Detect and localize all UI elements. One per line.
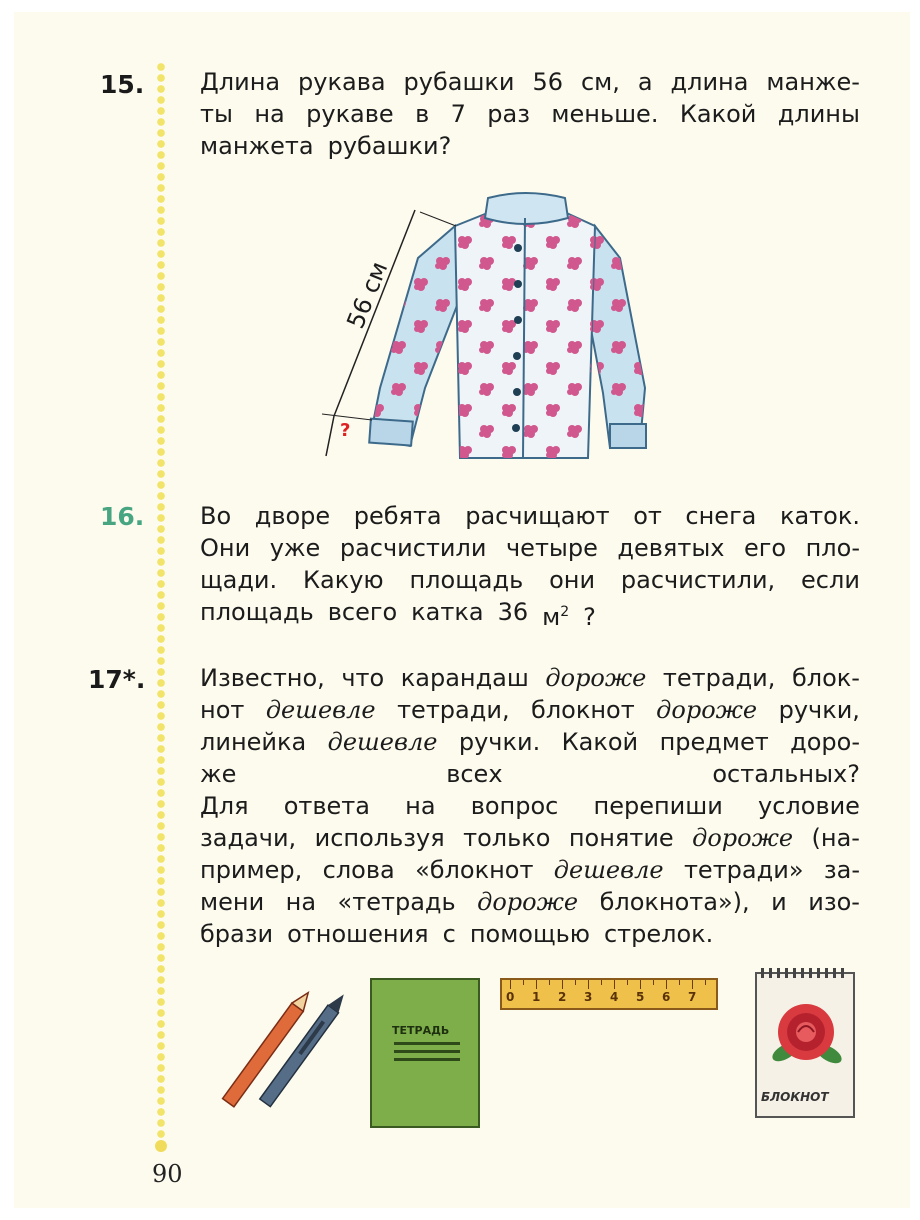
- ruler-tick: [640, 980, 641, 989]
- ruler-tick-label: 0: [506, 990, 515, 1004]
- ruler-tick: [692, 980, 693, 989]
- cuff-question-mark: ?: [340, 420, 351, 441]
- margin-dot-end: [155, 1140, 167, 1152]
- ruler-tick: [588, 980, 589, 989]
- ruler-tick-label: 6: [662, 990, 671, 1004]
- task-17-line: пример, слова «блокнот дешевле тетради» за-: [200, 856, 860, 884]
- shirt-illustration: [320, 188, 700, 478]
- ruler-tick: [666, 980, 667, 989]
- ruler-tick-label: 4: [610, 990, 619, 1004]
- task-number-15: 15.: [100, 70, 145, 99]
- task-17-line: же всех остальных?: [200, 760, 860, 788]
- ruler-tick: [562, 980, 563, 989]
- ruler-tick-label: 7: [688, 990, 697, 1004]
- task-16-line: щади. Какую площадь они расчистили, если: [200, 566, 860, 594]
- task-17-line: мени на «тетрадь дороже блокнота»), и изо-: [200, 888, 860, 916]
- ruler-tick-label: 2: [558, 990, 567, 1004]
- notebook-label: ТЕТРАДЬ: [392, 1024, 450, 1037]
- task-number-17: 17*.: [88, 665, 146, 694]
- task-17-line: нот дешевле тетради, блокнот дороже ручки,: [200, 696, 860, 724]
- page-number: 90: [152, 1160, 183, 1188]
- task-17-line: брази отношения с помощью стрелок.: [200, 920, 714, 948]
- task-17-line: задачи, используя только понятие дороже (на-: [200, 824, 860, 852]
- notepad-illustration: [755, 972, 855, 1118]
- task-17-line: Для ответа на вопрос перепиши условие: [200, 792, 860, 820]
- task-number-16: 16.: [100, 502, 145, 531]
- task-15-line: манжета рубашки?: [200, 132, 452, 160]
- task-15-line: Длина рукава рубашки 56 см, а длина манже-: [200, 68, 860, 96]
- task-17-line: Известно, что карандаш дороже тетради, блок-: [200, 664, 860, 692]
- ruler-tick-label: 1: [532, 990, 541, 1004]
- task-17-line: линейка дешевле ручки. Какой предмет доро-: [200, 728, 860, 756]
- task-15-line: ты на рукаве в 7 раз меньше. Какой длины: [200, 100, 860, 128]
- ruler-tick: [536, 980, 537, 989]
- ruler-tick-label: 3: [584, 990, 593, 1004]
- ruler-illustration: [500, 978, 718, 1010]
- margin-dot-border: [156, 62, 166, 1152]
- task-16-line: Они уже расчистили четыре девятых его пло-: [200, 534, 860, 562]
- ruler-tick-label: 5: [636, 990, 645, 1004]
- pencil-and-pen-illustration: [198, 990, 348, 1125]
- ruler-tick: [614, 980, 615, 989]
- rose-image: [765, 994, 847, 1074]
- notepad-spiral: [761, 968, 849, 978]
- notepad-label: БЛОКНОТ: [761, 1090, 829, 1104]
- notebook-illustration: [370, 978, 480, 1128]
- sleeve-length-label: 56 см: [341, 257, 394, 333]
- task-16-line: Во дворе ребята расчищают от снега каток.: [200, 502, 860, 530]
- task-16-line: площадь всего катка 36 $м^2$ ?: [200, 598, 596, 631]
- ruler-tick: [510, 980, 511, 989]
